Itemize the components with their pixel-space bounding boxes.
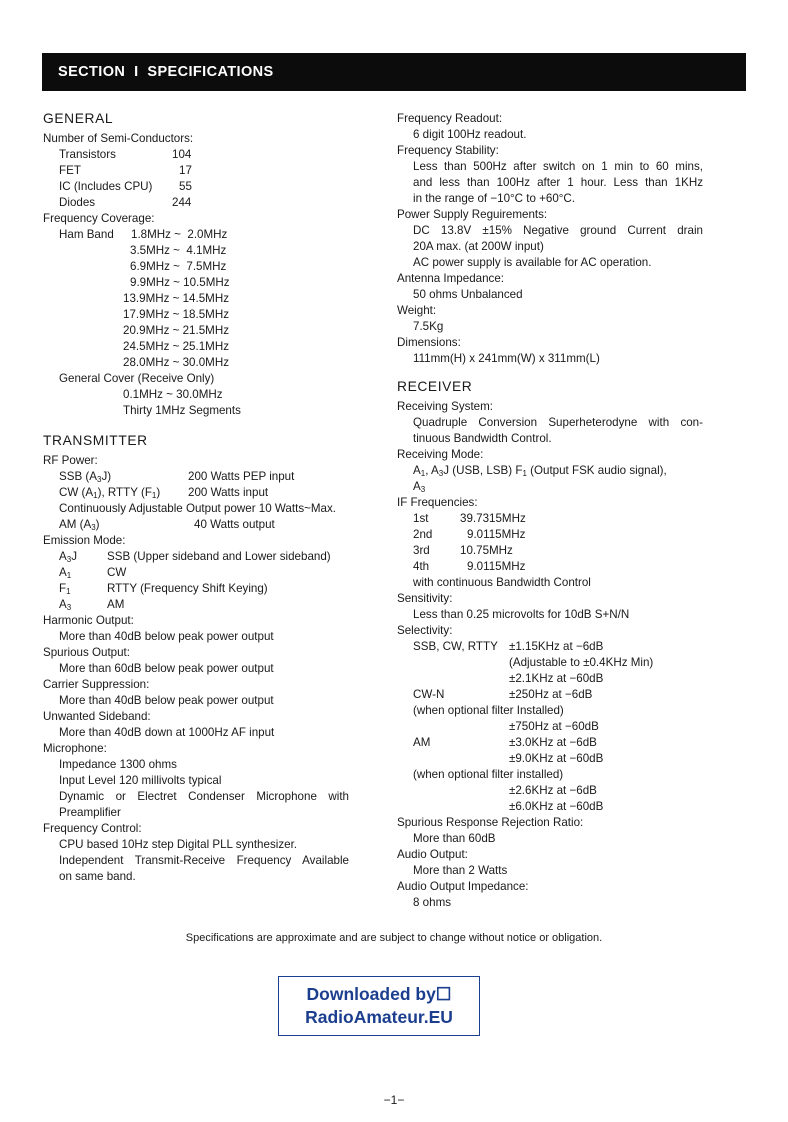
selectivity-row xyxy=(397,639,711,655)
readout-value: 6 digit 100Hz readout. xyxy=(413,128,527,141)
transmitter-heading: TRANSMITTER xyxy=(43,433,148,448)
emission-row xyxy=(43,565,373,581)
ham-band-range: 9.9MHz ~ 10.5MHz xyxy=(130,276,230,289)
general-cover-row xyxy=(43,387,373,403)
semi-count: 244 xyxy=(172,196,192,209)
rf-power-row xyxy=(43,485,373,501)
semi-count: 104 xyxy=(172,148,192,161)
emission-desc: SSB (Upper sideband and Lower sideband) xyxy=(107,550,331,563)
rf-value: 40 Watts output xyxy=(194,518,275,531)
emission-row xyxy=(43,581,373,597)
carrier-label: Carrier Suppression: xyxy=(43,678,150,691)
microphone-label: Microphone: xyxy=(43,742,107,755)
general-cover-row xyxy=(43,403,373,419)
selectivity-mode: SSB, CW, RTTY xyxy=(413,640,498,653)
ham-band-row xyxy=(43,355,373,371)
unwanted-label: Unwanted Sideband: xyxy=(43,710,151,723)
freq-coverage-label: Frequency Coverage: xyxy=(43,212,155,225)
sensitivity-value: Less than 0.25 microvolts for 10dB S+N/N xyxy=(413,608,630,621)
semi-count: 55 xyxy=(179,180,192,193)
dimensions-value: 111mm(H) x 241mm(W) x 311mm(L) xyxy=(413,352,600,365)
selectivity-row xyxy=(397,735,711,751)
ham-band-range: 3.5MHz ~ 4.1MHz xyxy=(130,244,227,257)
ham-band-range: 1.8MHz ~ 2.0MHz xyxy=(131,228,228,241)
ham-band-row xyxy=(43,339,373,355)
unwanted-value: More than 40dB down at 1000Hz AF input xyxy=(59,726,275,739)
power-supply-line: DC 13.8V ±15% Negative ground Current drain xyxy=(413,224,703,237)
freq-control-label: Frequency Control: xyxy=(43,822,142,835)
selectivity-note: (when optional filter installed) xyxy=(413,768,564,781)
selectivity-value: ±750Hz at −60dB xyxy=(509,720,599,733)
carrier-value: More than 40dB below peak power output xyxy=(59,694,274,707)
emission-row xyxy=(43,597,373,613)
rf-power-label: RF Power: xyxy=(43,454,98,467)
semi-label: Number of Semi-Conductors: xyxy=(43,132,194,145)
right-column xyxy=(397,111,711,911)
weight-value: 7.5Kg xyxy=(413,320,444,333)
freq-control-line: CPU based 10Hz step Digital PLL synthesizer. xyxy=(59,838,298,851)
microphone-line: Input Level 120 millivolts typical xyxy=(59,774,222,787)
section-title: SECTION I SPECIFICATIONS xyxy=(58,64,274,80)
emission-code: $A_1$ xyxy=(59,566,72,580)
selectivity-note: (when optional filter Installed) xyxy=(413,704,564,717)
if-value: 10.75MHz xyxy=(460,544,513,557)
if-name: 1st xyxy=(413,512,429,525)
emission-code: $A_3J$ xyxy=(59,550,77,564)
ham-band-row xyxy=(43,275,373,291)
audio-impedance-value: 8 ohms xyxy=(413,896,452,909)
stability-line: Less than 500Hz after switch on 1 min to 60 mins, xyxy=(413,160,703,173)
selectivity-row xyxy=(397,687,711,703)
ham-band-row xyxy=(43,243,373,259)
selectivity-mode: CW-N xyxy=(413,688,445,701)
harmonic-label: Harmonic Output: xyxy=(43,614,134,627)
semi-name: Diodes xyxy=(59,196,96,209)
if-row xyxy=(397,511,711,527)
selectivity-value: ±3.0KHz at −6dB xyxy=(509,736,597,749)
selectivity-row xyxy=(397,671,711,687)
ham-band-range: 24.5MHz ~ 25.1MHz xyxy=(123,340,229,353)
semi-row xyxy=(43,147,373,163)
if-value: 39.7315MHz xyxy=(460,512,526,525)
semi-name: IC (Includes CPU) xyxy=(59,180,153,193)
receiving-mode-label: Receiving Mode: xyxy=(397,448,484,461)
disclaimer-note: Specifications are approximate and are subject to change without notice or obligation. xyxy=(185,932,603,944)
microphone-line: Dynamic or Electret Condenser Microphone with xyxy=(59,790,349,803)
freq-control-line: Independent Transmit-Receive Frequency Available xyxy=(59,854,349,867)
stability-label: Frequency Stability: xyxy=(397,144,499,157)
if-name: 3rd xyxy=(413,544,430,557)
semi-row xyxy=(43,163,373,179)
emission-row xyxy=(43,549,373,565)
antenna-value: 50 ohms Unbalanced xyxy=(413,288,523,301)
emission-desc: CW xyxy=(107,566,127,579)
stability-line: and less than 100Hz after 1 hour. Less than 1KHz xyxy=(413,176,703,189)
semi-name: Transistors xyxy=(59,148,116,161)
dimensions-label: Dimensions: xyxy=(397,336,461,349)
ham-band-row xyxy=(43,291,373,307)
selectivity-row xyxy=(397,719,711,735)
emission-code: $F_1$ xyxy=(59,582,71,596)
receiver-heading: RECEIVER xyxy=(397,379,473,394)
readout-label: Frequency Readout: xyxy=(397,112,503,125)
spurious-value: More than 60dB below peak power output xyxy=(59,662,274,675)
freq-control-line: on same band. xyxy=(59,870,136,883)
semi-count: 17 xyxy=(179,164,192,177)
emission-label: Emission Mode: xyxy=(43,534,126,547)
if-row xyxy=(397,543,711,559)
selectivity-value: ±2.6KHz at −6dB xyxy=(509,784,597,797)
receiving-system-label: Receiving System: xyxy=(397,400,494,413)
ham-band-range: 6.9MHz ~ 7.5MHz xyxy=(130,260,227,273)
if-name: 2nd xyxy=(413,528,433,541)
ham-band-row xyxy=(43,323,373,339)
selectivity-label: Selectivity: xyxy=(397,624,453,637)
rf-power-row xyxy=(43,517,373,533)
audio-output-label: Audio Output: xyxy=(397,848,468,861)
ham-band-range: 20.9MHz ~ 21.5MHz xyxy=(123,324,229,337)
audio-impedance-label: Audio Output Impedance: xyxy=(397,880,529,893)
emission-code: $A_3$ xyxy=(59,598,72,612)
weight-label: Weight: xyxy=(397,304,437,317)
general-cover-range: 0.1MHz ~ 30.0MHz xyxy=(123,388,223,401)
semi-name: FET xyxy=(59,164,81,177)
antenna-label: Antenna Impedance: xyxy=(397,272,504,285)
emission-desc: RTTY (Frequency Shift Keying) xyxy=(107,582,268,595)
rf-mode: CW $(A_1)$, RTTY $(F_1)$ xyxy=(59,486,161,500)
ham-band-row xyxy=(43,227,373,243)
receiving-system-line: Quadruple Conversion Superheterodyne with con- xyxy=(413,416,703,429)
sensitivity-label: Sensitivity: xyxy=(397,592,453,605)
selectivity-row xyxy=(397,655,711,671)
if-name: 4th xyxy=(413,560,430,573)
if-value: 9.0115MHz xyxy=(467,528,526,541)
receiving-mode-line: $A_1$, $A_3J$ (USB, LSB) $F_1$ (Output FSK audio signal), xyxy=(413,464,667,478)
microphone-line: Preamplifier xyxy=(59,806,121,819)
if-row xyxy=(397,559,711,575)
ham-band-label: Ham Band xyxy=(59,228,114,241)
semi-row xyxy=(43,179,373,195)
selectivity-row xyxy=(397,783,711,799)
if-row xyxy=(397,527,711,543)
rf-value: 200 Watts input xyxy=(188,486,269,499)
section-banner xyxy=(42,53,746,91)
general-cover-segments: Thirty 1MHz Segments xyxy=(123,404,241,417)
selectivity-mode: AM xyxy=(413,736,431,749)
left-column xyxy=(43,108,373,885)
selectivity-row xyxy=(397,751,711,767)
general-cover-label: General Cover (Receive Only) xyxy=(59,372,215,385)
ham-band-range: 28.0MHz ~ 30.0MHz xyxy=(123,356,229,369)
watermark-line: Downloaded by☐ xyxy=(306,984,452,1004)
receiving-mode-line: $A_3$ xyxy=(413,480,426,494)
ham-band-range: 17.9MHz ~ 18.5MHz xyxy=(123,308,229,321)
spurious-rejection-value: More than 60dB xyxy=(413,832,496,845)
if-value: 9.0115MHz xyxy=(467,560,526,573)
power-supply-line: AC power supply is available for AC operation. xyxy=(413,256,652,269)
watermark-site: RadioAmateur.EU xyxy=(305,1007,453,1027)
semi-row xyxy=(43,195,373,211)
microphone-line: Impedance 1300 ohms xyxy=(59,758,177,771)
selectivity-value: ±250Hz at −6dB xyxy=(509,688,593,701)
if-label: IF Frequencies: xyxy=(397,496,478,509)
ham-band-row xyxy=(43,307,373,323)
emission-desc: AM xyxy=(107,598,125,611)
rf-mode: AM $(A_3)$ xyxy=(59,518,100,532)
harmonic-value: More than 40dB below peak power output xyxy=(59,630,274,643)
selectivity-value: ±6.0KHz at −60dB xyxy=(509,800,604,813)
general-heading: GENERAL xyxy=(43,111,114,126)
download-watermark-box xyxy=(278,976,480,1036)
selectivity-value: ±2.1KHz at −60dB xyxy=(509,672,604,685)
rf-value: 200 Watts PEP input xyxy=(188,470,295,483)
rf-mode: SSB $(A_3J)$ xyxy=(59,470,112,484)
power-supply-label: Power Supply Reguirements: xyxy=(397,208,548,221)
ham-band-row xyxy=(43,259,373,275)
selectivity-value: ±1.15KHz at −6dB xyxy=(509,640,604,653)
audio-output-value: More than 2 Watts xyxy=(413,864,508,877)
selectivity-row xyxy=(397,799,711,815)
spurious-label: Spurious Output: xyxy=(43,646,131,659)
if-note: with continuous Bandwidth Control xyxy=(413,576,591,589)
selectivity-value: (Adjustable to ±0.4KHz Min) xyxy=(509,656,654,669)
power-supply-line: 20A max. (at 200W input) xyxy=(413,240,544,253)
selectivity-value: ±9.0KHz at −60dB xyxy=(509,752,604,765)
page-number: −1− xyxy=(383,1093,405,1107)
rf-power-adjustable: Continuously Adjustable Output power 10 Watts~Max. xyxy=(59,502,337,515)
rf-power-row xyxy=(43,469,373,485)
stability-line: in the range of −10°C to +60°C. xyxy=(413,192,576,205)
spurious-rejection-label: Spurious Response Rejection Ratio: xyxy=(397,816,584,829)
receiving-system-line: tinuous Bandwidth Control. xyxy=(413,432,552,445)
ham-band-range: 13.9MHz ~ 14.5MHz xyxy=(123,292,229,305)
